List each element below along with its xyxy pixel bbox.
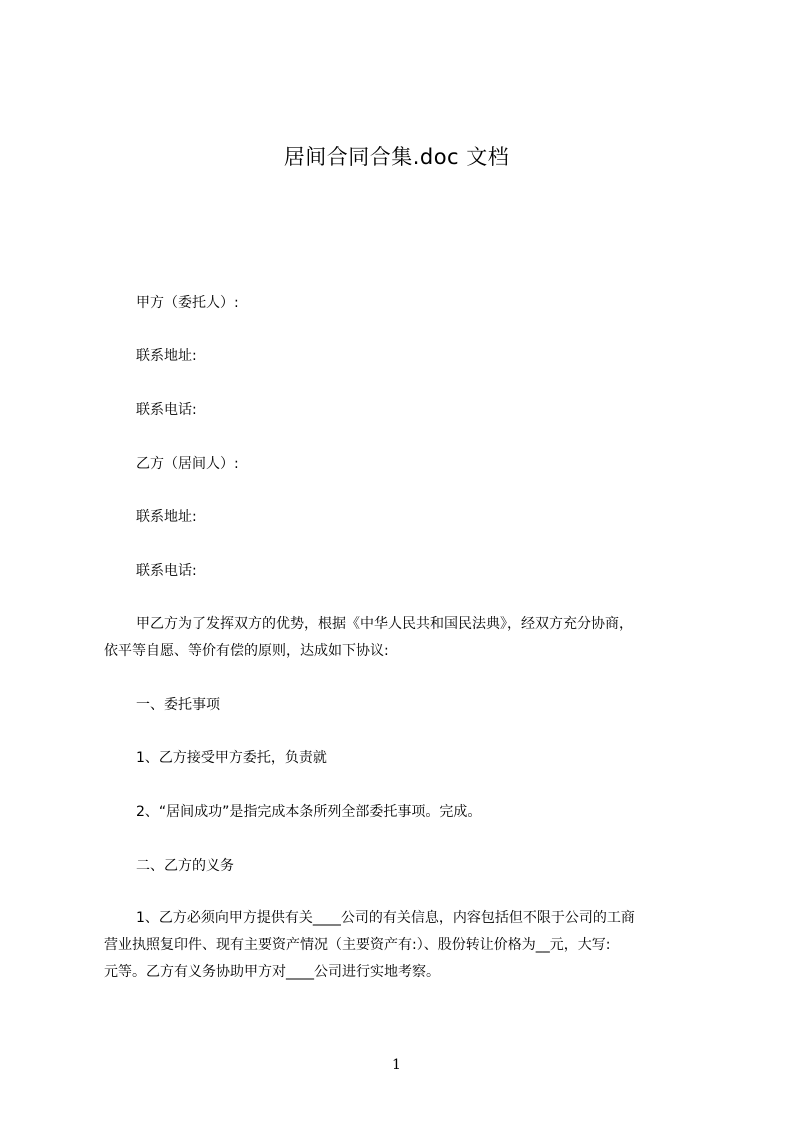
party-b-label: 乙方（居间人）: — [136, 456, 239, 472]
section-2-item-1-line-1: 1、乙方必须向甲方提供有关____公司的有关信息，内容包括但不限于公司的工商 — [136, 910, 635, 926]
party-b-phone-label: 联系电话: — [136, 563, 197, 579]
intro-paragraph-line-2: 依平等自愿、等价有偿的原则，达成如下协议: — [104, 643, 389, 659]
party-a-label: 甲方（委托人）: — [136, 295, 239, 311]
intro-paragraph-line-1: 甲乙方为了发挥双方的优势，根据《中华人民共和国民法典》，经双方充分协商， — [136, 616, 633, 632]
party-a-phone-label: 联系电话: — [136, 402, 197, 418]
page-number: 1 — [392, 1057, 401, 1073]
section-1-heading: 一、委托事项 — [136, 697, 220, 713]
party-b-address-label: 联系地址: — [136, 509, 197, 525]
document-title: 居间合同合集.doc 文档 — [283, 145, 510, 169]
party-a-address-label: 联系地址: — [136, 348, 197, 364]
section-2-item-1-line-2: 营业执照复印件、现有主要资产情况（主要资产有:）、股份转让价格为__元，大写: — [104, 937, 611, 953]
section-1-item-1: 1、乙方接受甲方委托，负责就 — [136, 750, 327, 766]
section-1-item-2: 2、“居间成功”是指完成本条所列全部委托事项。完成。 — [136, 804, 482, 820]
section-2-item-1-line-3: 元等。乙方有义务协助甲方对____公司进行实地考察。 — [104, 964, 440, 980]
section-2-heading: 二、乙方的义务 — [136, 858, 234, 874]
